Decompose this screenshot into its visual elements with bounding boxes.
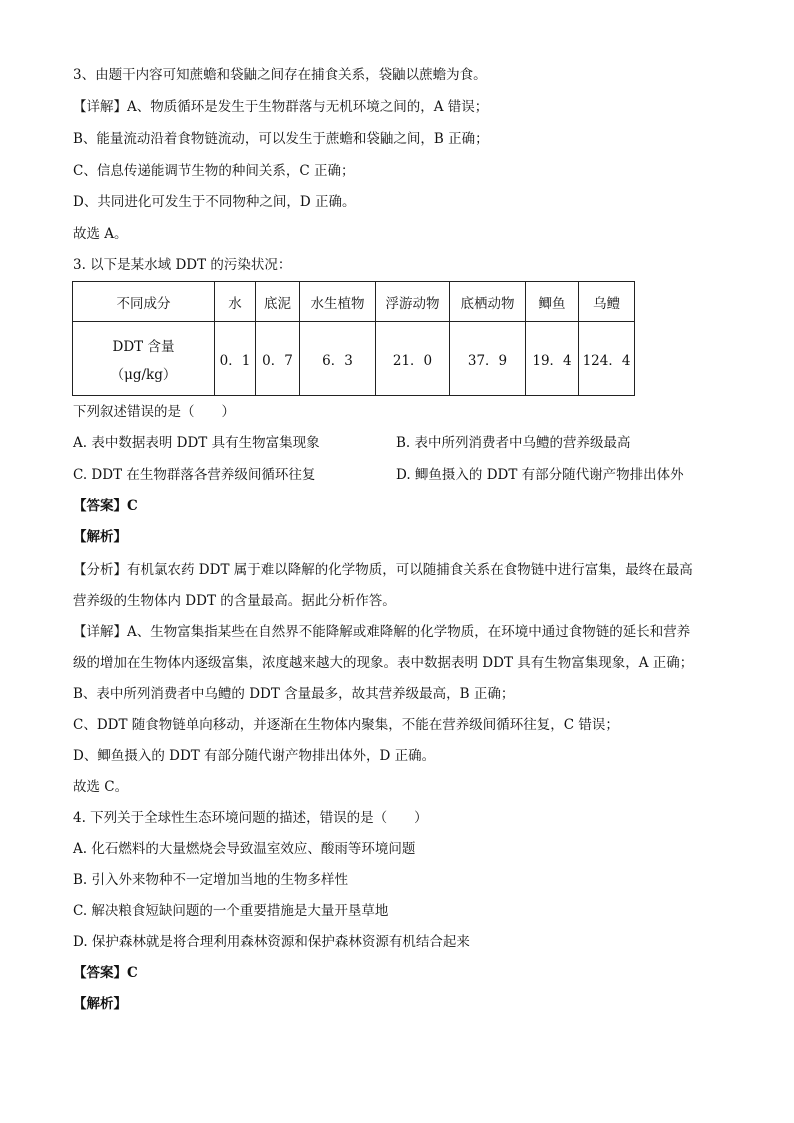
table-cell: 21．0 [376, 322, 450, 396]
table-cell: 0．7 [256, 322, 300, 396]
text-line: 营养级的生物体内 DDT 的含量最高。据此分析作答。 [73, 593, 396, 609]
option-c: C. DDT 在生物群落各营养级间循环往复 [73, 467, 316, 483]
text-line: 3、由题干内容可知蔗蟾和袋鼬之间存在捕食关系，袋鼬以蔗蟾为食。 [73, 67, 487, 83]
question-3-stem: 3. 以下是某水域 DDT 的污染状况： [73, 257, 292, 273]
option-d: D. 鲫鱼摄入的 DDT 有部分随代谢产物排出体外 [396, 467, 684, 483]
text-line: B、能量流动沿着食物链流动，可以发生于蔗蟾和袋鼬之间，B 正确； [73, 131, 489, 147]
table-cell: 37．9 [450, 322, 526, 396]
text-line: 故选 A。 [73, 226, 128, 242]
table-header-cell: 乌鳢 [579, 282, 635, 322]
text-line: D、共同进化可发生于不同物种之间，D 正确。 [73, 194, 356, 210]
option-a: A. 表中数据表明 DDT 具有生物富集现象 [73, 435, 320, 451]
option-b: B. 表中所列消费者中乌鳢的营养级最高 [396, 435, 631, 451]
option-b: B. 引入外来物种不一定增加当地的生物多样性 [73, 872, 349, 888]
unit-label: （μg/kg） [110, 366, 177, 383]
table-row-label [73, 322, 215, 396]
table-header-row [73, 282, 635, 322]
text-line: 【分析】有机氯农药 DDT 属于难以降解的化学物质，可以随捕食关系在食物链中进行富集，最终在最高 [73, 562, 693, 578]
table-cell: 19．4 [526, 322, 579, 396]
table-header-cell: 水生植物 [300, 282, 376, 322]
table-header-cell: 水 [215, 282, 256, 322]
text-line: C、DDT 随食物链单向移动，并逐渐在生物体内聚集，不能在营养级间循环往复，C 错误； [73, 717, 619, 733]
option-d: D. 保护森林就是将合理利用森林资源和保护森林资源有机结合起来 [73, 934, 470, 950]
answer-heading: 【答案】C [73, 965, 138, 981]
text-line: C、信息传递能调节生物的种间关系，C 正确； [73, 163, 355, 179]
table-header-cell: 不同成分 [73, 282, 215, 322]
answer-heading: 【答案】C [73, 498, 138, 514]
text-line: 级的增加在生物体内逐级富集，浓度越来越大的现象。表中数据表明 DDT 具有生物富集现象，A 正确； [73, 655, 694, 671]
table-cell: 6．3 [300, 322, 376, 396]
text-line: 【详解】A、生物富集指某些在自然界不能降解或难降解的化学物质，在环境中通过食物链的延长和营养 [73, 624, 691, 640]
text-line: 故选 C。 [73, 779, 129, 795]
table-cell: 0．1 [215, 322, 256, 396]
analysis-heading: 【解析】 [73, 529, 127, 545]
analysis-heading: 【解析】 [73, 996, 127, 1012]
option-c: C. 解决粮食短缺问题的一个重要措施是大量开垦草地 [73, 903, 389, 919]
ddt-pollution-table [72, 281, 635, 396]
table-cell: 124．4 [579, 322, 635, 396]
option-a: A. 化石燃料的大量燃烧会导致温室效应、酸雨等环境问题 [73, 841, 416, 857]
text-line: D、鲫鱼摄入的 DDT 有部分随代谢产物排出体外，D 正确。 [73, 748, 436, 764]
question-4-stem: 4. 下列关于全球性生态环境问题的描述，错误的是（ ） [73, 810, 428, 826]
table-row [73, 322, 635, 396]
table-header-cell: 鲫鱼 [526, 282, 579, 322]
ddt-content-label: DDT 含量 [112, 338, 175, 355]
table-header-cell: 浮游动物 [376, 282, 450, 322]
question-3-prompt: 下列叙述错误的是（ ） [73, 404, 235, 420]
table-header-cell: 底泥 [256, 282, 300, 322]
text-line: 【详解】A、物质循环是发生于生物群落与无机环境之间的，A 错误； [73, 99, 489, 115]
text-line: B、表中所列消费者中乌鳢的 DDT 含量最多，故其营养级最高，B 正确； [73, 686, 515, 702]
table-header-cell: 底栖动物 [450, 282, 526, 322]
